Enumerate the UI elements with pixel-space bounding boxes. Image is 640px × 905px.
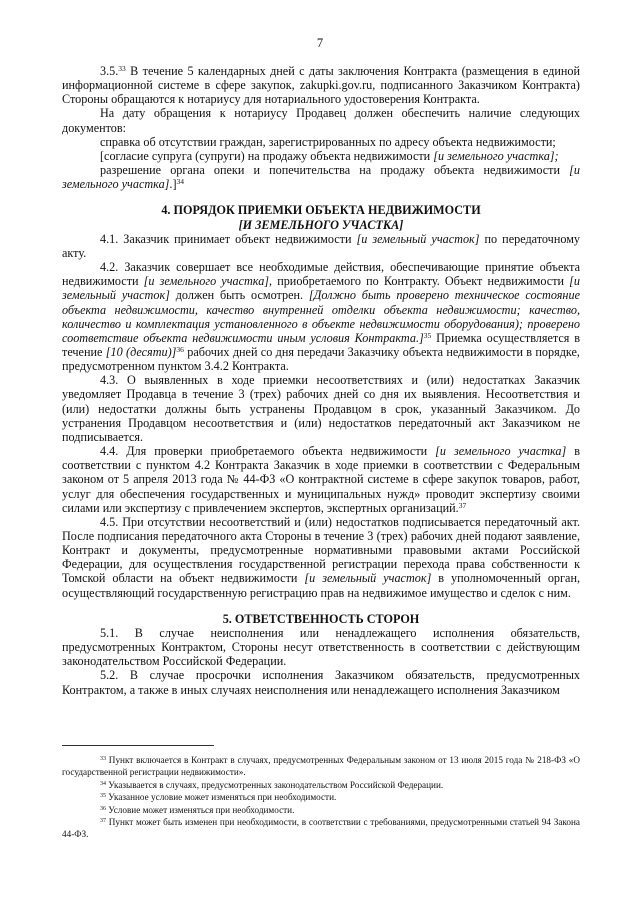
text-run: 4.2. Заказчик совершает все необходимые действия, обеспечивающие принятие объекта недвижимости xyxy=(62,260,580,289)
clause-4-1 xyxy=(62,232,580,260)
list-item-spouse-consent xyxy=(62,149,580,163)
section-4-subtitle-text: [И ЗЕМЕЛЬНОГО УЧАСТКА] xyxy=(238,217,404,232)
clause-4-5 xyxy=(62,515,580,600)
text-run: рабочих дней со дня передачи Заказчику объекта недвижимости в порядке, предусмотренном пунктом 3.4.2 Контракта. xyxy=(62,344,580,374)
paragraph-notary-documents: На дату обращения к нотариусу Продавец должен обеспечить наличие следующих документов: xyxy=(62,106,580,135)
clause-number: 3.5. xyxy=(100,64,119,78)
footnote-number: 34 xyxy=(100,780,106,787)
italic-text-run: [10 (десяти)] xyxy=(105,344,177,359)
footnote-ref-34[interactable]: 34 xyxy=(176,177,185,187)
text-run: 4.1. Заказчик принимает объект недвижимости xyxy=(100,231,357,246)
clause-3-5 xyxy=(62,64,580,106)
section-4-title: 4. ПОРЯДОК ПРИЕМКИ ОБЪЕКТА НЕДВИЖИМОСТИ xyxy=(161,203,481,218)
footnote-number: 33 xyxy=(100,756,106,762)
text-run: в уполномоченный орган, осуществляющий государственную регистрацию прав на недвижимое имущество и сделок с ним. xyxy=(62,571,581,600)
text-run: 4.5. При отсутствии несоответствий и (или) недостатков подписывается передаточный акт. После подписания передаточного акта Стороны в течение 3 (трех) рабочих дней подают заявление, Контракт и документы, предусмотренные нормативными правовыми актами Российской Федерации, для осуществления государственной регистрации перехода права собственности к Томской области на объект недвижимости xyxy=(62,514,580,586)
clause-4-4 xyxy=(62,444,580,515)
text-run: должен быть осмотрен. xyxy=(169,288,309,303)
footnote-35 xyxy=(62,791,580,803)
footnote-ref-37[interactable]: 37 xyxy=(458,500,467,510)
text-run: Приемка осуществляется в течение xyxy=(62,330,580,359)
footnote-ref-35[interactable]: 35 xyxy=(423,330,432,340)
footnote-text: Указанное условие может изменяться при необходимости. xyxy=(106,792,337,803)
clause-4-2 xyxy=(62,260,580,373)
italic-text-run: [и земельного участка] xyxy=(435,444,567,459)
text-run: , приобретаемого по Контракту. Объект недвижимости xyxy=(269,274,570,289)
footnote-text: Пункт может быть изменен при необходимости, в соответствии с требованиями, предусмотренными статьей 94 Закона 44-ФЗ. xyxy=(62,817,580,840)
footnote-number: 36 xyxy=(100,805,106,812)
footnote-separator xyxy=(62,745,214,746)
footnotes xyxy=(62,754,580,841)
footnote-number: 35 xyxy=(100,793,106,800)
text-run: .] xyxy=(169,177,177,192)
footnote-text: Пункт включается в Контракт в случаях, предусмотренных Федеральным законом от 13 июля 2015 года № 218-ФЗ «О государственной регистрации недвижимости». xyxy=(62,755,580,778)
footnote-34 xyxy=(62,779,580,791)
footnote-number: 37 xyxy=(100,818,106,825)
text-run: в соответствии с пунктом 4.2 Контракта Заказчик в ходе приемки в соответствии с Федеральным законом от 5 апреля 2013 года № 44-ФЗ «О контрактной системе в сфере закупок товаров, работ, услуг для обеспечения государственных и муниципальных нужд» проводит экспертизу своими силами или экспертизу с привлечением экспертов, экспертных организаций. xyxy=(62,444,580,515)
footnote-37 xyxy=(62,816,580,841)
footnote-text: Условие может изменяться при необходимости. xyxy=(106,804,295,815)
list-item-residents-certificate: справка об отсутствии граждан, зарегистрированных по адресу объекта недвижимости; xyxy=(100,134,556,149)
clause-4-3: 4.3. О выявленных в ходе приемки несоответствиях и (или) недостатках Заказчик уведомляет Продавца в течение 3 (трех) рабочих дней со дня их выявления. Несоответствия и (или) недостатки должны быть устранены Продавцом в срок, указанный Заказчиком. До устранения Продавцом несоответствия и (или) недостатков передаточный акт Заказчиком не подписывается. xyxy=(62,373,580,444)
clause-5-2: 5.2. В случае просрочки исполнения Заказчиком обязательств, предусмотренных Контрактом, а также в иных случаях неисполнения или ненадлежащего исполнения Заказчиком xyxy=(62,668,580,697)
footnote-ref-36[interactable]: 36 xyxy=(176,344,184,354)
footnote-ref-33[interactable]: 33 xyxy=(118,64,126,73)
text-run: по передаточному акту. xyxy=(62,231,581,260)
footnote-text: Указывается в случаях, предусмотренных законодательством Российской Федерации. xyxy=(106,779,444,790)
section-4-subtitle xyxy=(62,218,580,232)
text-run: 4.4. Для проверки приобретаемого объекта недвижимости xyxy=(100,444,436,459)
italic-text-run: [и земельного участка] xyxy=(62,163,580,192)
italic-text-run: [и земельный участок] xyxy=(304,571,432,586)
clause-text: В течение 5 календарных дней с даты заключения Контракта (размещения в единой информационной системе в сфере закупок, zakupki.gov.ru, подписанного Заказчиком Контракта) Стороны обращаются к нотариусу для нотариального удостоверения Контракта. xyxy=(62,64,580,107)
section-5-title: 5. ОТВЕТСТВЕННОСТЬ СТОРОН xyxy=(222,611,420,626)
text-run: [согласие супруга (супруги) на продажу объекта недвижимости xyxy=(100,148,434,163)
italic-text-run: [Должно быть проверено техническое состояние объекта недвижимости, качество внутренней отделки объекта недвижимости; качество, количество и комплектация установленного в объекте недвижимости оборудования); проверено соответствие объекта недвижимости иным условия Контракта.] xyxy=(62,288,580,345)
italic-text-run: [и земельный участок] xyxy=(356,231,480,246)
italic-text-run: [и земельный участок] xyxy=(62,274,580,303)
page-number: 7 xyxy=(316,36,324,50)
footnote-36 xyxy=(62,804,580,816)
italic-text-run: [и земельного участка]; xyxy=(433,148,559,163)
italic-text-run: [и земельного участка] xyxy=(143,274,270,289)
footnote-33 xyxy=(62,754,580,779)
clause-5-1: 5.1. В случае неисполнения или ненадлежащего исполнения обязательств, предусмотренных Контрактом, Стороны несут ответственность в соответствии с действующим законодательством Российской Федерации. xyxy=(62,625,580,669)
list-item-guardianship-permission xyxy=(62,163,580,191)
text-run: разрешение органа опеки и попечительства на продажу объекта недвижимости xyxy=(100,163,570,178)
document-body xyxy=(62,64,580,697)
